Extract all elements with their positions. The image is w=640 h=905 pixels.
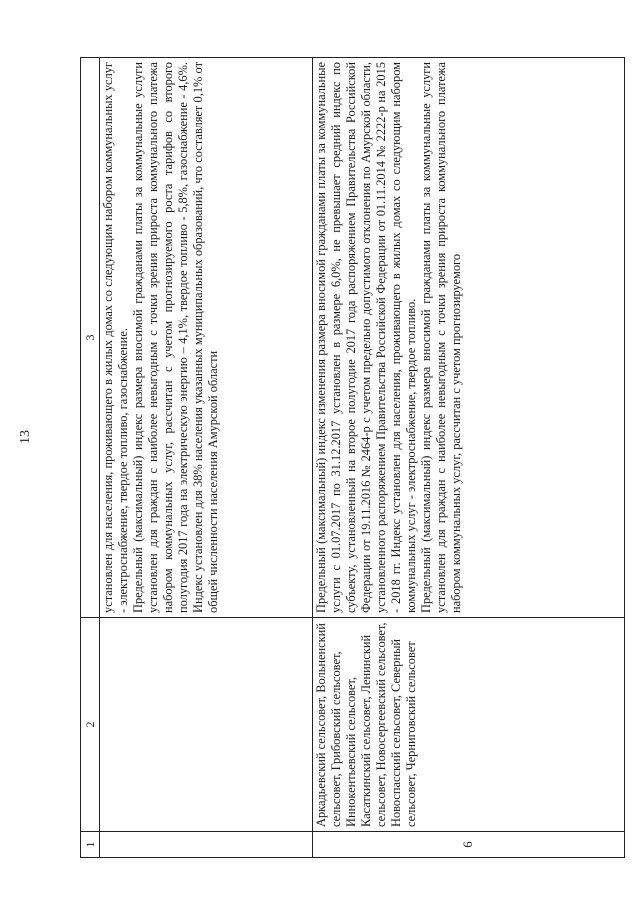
paragraph: Предельный (максимальный) индекс размера вносимой гражданами платы за коммунальные услуги установлен для граждан с наиболее невыгодным с точки зрения прироста коммунального платежа набором коммунальных услуг, рассчитан с учетом прогнозируемого [419,62,463,613]
header-col-3: 3 [81,58,100,618]
cell-municipalities: Аркадьевский сельсовет, Вольненский сельсовет, Грибовский сельсовет, Иннокентьевский сельсовет, Касаткинский сельсовет, Ленинский сельсовет, Новосергеевский сельсовет, Новоспасский сельсовет, Северный сельсовет, Черниговский сельсовет [313,618,625,832]
cell-row-number: 6 [313,832,625,858]
cell-municipalities [100,618,313,832]
cell-row-number [100,832,313,858]
paragraph: Предельный (максимальный) индекс размера вносимой гражданами платы за коммунальные услуги установлен для граждан с наиболее невыгодным с точки зрения прироста коммунального платежа набором коммунальных услуг, рассчитан с учетом прогнозируемого роста тарифов со второго полугодия 2017 года на электрическую энергию – 4,1%, твердое топливо - 5,8%, газоснабжение - 4,6%. Индекс установлен для 38% населения указанных муниципальных образований, что составляет 0,1% от общей численности населения Амурской области [131,62,220,613]
index-table [80,57,625,858]
cell-index-description [313,58,625,618]
paragraph: установлен для населения, проживающего в жилых домах со следующим набором коммунальных услуг - электроснабжение, твердое топливо, газоснабжение. [101,62,130,613]
rotated-table-wrapper [80,58,625,858]
header-col-2: 2 [81,618,100,832]
header-col-1: 1 [81,832,100,858]
cell-index-description [100,58,313,618]
table-header-row [81,58,100,858]
page-number: 13 [18,430,33,444]
table-row-continuation [100,58,313,858]
table-row-6 [313,58,625,858]
paragraph: Предельный (максимальный) индекс изменения размера вносимой гражданами платы за коммунальные услуги с 01.07.2017 по 31.12.2017 установлен в размере 6,0%, не превышает средний индекс по субъекту, установленный на второе полугодие 2017 года распоряжением Правительства Российской Федерации от 19.11.2016 № 2464-р с учетом предельно допустимого отклонения по Амурской области, установленного распоряжением Правительства Российской Федерации от 01.11.2014 № 2222-р на 2015 - 2018 гг. Индекс установлен для населения, проживающего в жилых домах со следующим набором коммунальных услуг - электроснабжение, твердое топливо. [314,62,418,613]
